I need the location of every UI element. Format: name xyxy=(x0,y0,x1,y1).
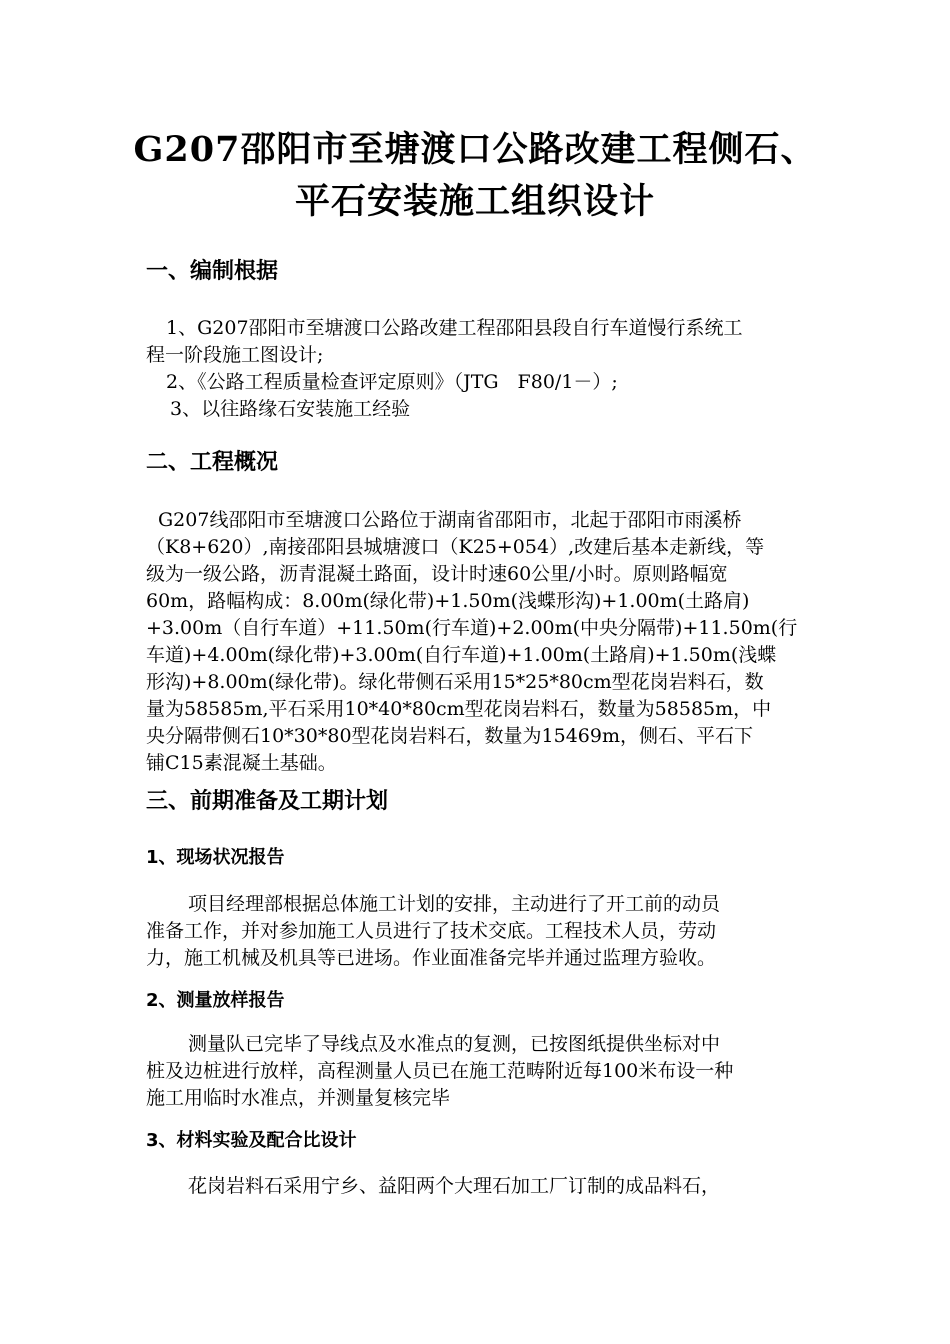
subsection-body-site-status xyxy=(146,891,838,972)
text-line: 桩及边桩进行放样，高程测量人员已在施工范畴附近每100米布设一种 xyxy=(146,1060,734,1082)
text-line: 程一阶段施工图设计; xyxy=(146,344,324,366)
text-line: 项目经理部根据总体施工计划的安排，主动进行了开工前的动员 xyxy=(188,893,721,915)
text-line: 力，施工机械及机具等已进场。作业面准备完毕并通过监理方验收。 xyxy=(146,947,717,969)
document-title-line-1: G207邵阳市至塘渡口公路改建工程侧石、 xyxy=(133,129,817,170)
text-line: 形沟)+8.00m(绿化带)。绿化带侧石采用15*25*80cm型花岗岩料石，数 xyxy=(146,671,764,693)
text-line: （K8+620）,南接邵阳县城塘渡口（K25+054）,改建后基本走新线，等 xyxy=(146,536,765,558)
document-title-line-2: 平石安装施工组织设计 xyxy=(294,181,655,222)
text-line: 60m，路幅构成：8.00m(绿化带)+1.50m(浅蝶形沟)+1.00m(土路肩) xyxy=(146,590,750,612)
section-heading-preparation-schedule: 三、前期准备及工期计划 xyxy=(146,789,389,814)
subsection-heading-site-status: 1、现场状况报告 xyxy=(146,847,285,868)
section-heading-project-overview: 二、工程概况 xyxy=(146,450,279,475)
text-line: 央分隔带侧石10*30*80型花岗岩料石，数量为15469m，侧石、平石下 xyxy=(146,725,753,747)
text-line: 铺C15素混凝土基础。 xyxy=(146,752,337,774)
text-line: 级为一级公路，沥青混凝土路面，设计时速60公里/小时。原则路幅宽 xyxy=(146,563,728,585)
section-body-compilation-basis xyxy=(146,315,836,423)
text-line: 车道)+4.00m(绿化带)+3.00m(自行车道)+1.00m(土路肩)+1.50m(浅蝶 xyxy=(146,644,777,666)
text-line: 准备工作，并对参加施工人员进行了技术交底。工程技术人员，劳动 xyxy=(146,920,717,942)
text-line: 3、以往路缘石安装施工经验 xyxy=(170,398,411,420)
text-line: 花岗岩料石采用宁乡、益阳两个大理石加工厂订制的成品料石， xyxy=(188,1175,721,1197)
subsection-heading-material-testing: 3、材料实验及配合比设计 xyxy=(146,1130,357,1151)
text-line: 1、G207邵阳市至塘渡口公路改建工程邵阳县段自行车道慢行系统工 xyxy=(166,317,743,339)
subsection-body-survey-setout xyxy=(146,1031,838,1112)
text-line: 量为58585m,平石采用10*40*80cm型花岗岩料石，数量为58585m，中 xyxy=(146,698,772,720)
section-body-project-overview xyxy=(146,507,836,777)
text-line: 2、《公路工程质量检查评定原则》（JTG F80/1－）; xyxy=(166,371,618,393)
text-line: +3.00m（自行车道）+11.50m(行车道)+2.00m(中央分隔带)+11.50m(行 xyxy=(146,617,798,639)
text-line: G207线邵阳市至塘渡口公路位于湖南省邵阳市，北起于邵阳市雨溪桥 xyxy=(158,509,742,531)
section-heading-compilation-basis: 一、编制根据 xyxy=(146,259,279,284)
text-line: 施工用临时水准点，并测量复核完毕 xyxy=(146,1087,451,1109)
text-line: 测量队已完毕了导线点及水准点的复测，已按图纸提供坐标对中 xyxy=(188,1033,721,1055)
subsection-heading-survey-setout: 2、测量放样报告 xyxy=(146,990,285,1011)
subsection-body-material-testing xyxy=(146,1173,838,1200)
